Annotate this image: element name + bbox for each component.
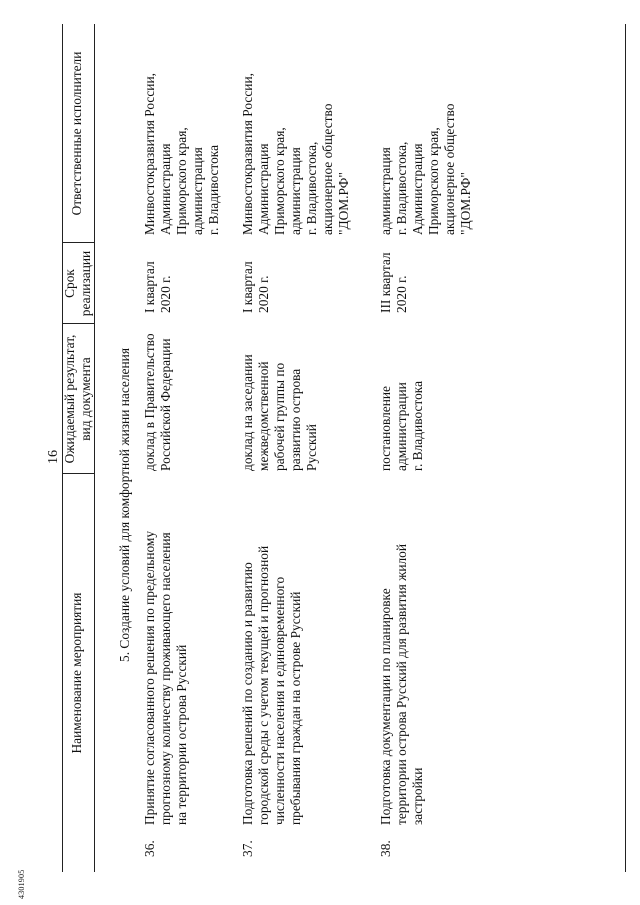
row-number: 36. <box>142 840 157 857</box>
document-code: 4301905 <box>17 869 26 899</box>
row-deadline: I квартал 2020 г. <box>142 261 173 313</box>
row-name: Подготовка решений по созданию и развитию городской среды с учетом текущей и прогнозной численности населения и единовременного пребывания граждан на острове Русский <box>240 545 303 825</box>
row-deadline: III квартал 2020 г. <box>378 252 409 313</box>
row-result: доклад на заседании межведомственной рабочей группы по развитию острова Русский <box>240 354 319 471</box>
row-name: Принятие согласованного решения по предельному прогнозному количеству проживающего населения на территории острова Русский <box>142 530 189 825</box>
section-title: 5. Создание условий для комфортной жизни населения <box>117 348 132 662</box>
row-name: Подготовка документации по планировке территории острова Русский для развития жилой застройки <box>378 543 425 825</box>
row-executors: Минвостокразвития России, Администрация Приморского края, администрация г. Владивостока, акционерное общество "ДОМ.РФ" <box>240 73 351 235</box>
row-executors: Минвостокразвития России, Администрация Приморского края, администрация г. Владивостока <box>142 73 221 235</box>
table-bottom-rule <box>625 24 626 872</box>
row-number: 38. <box>378 840 393 857</box>
row-result: постановление администрации г. Владивостока <box>378 380 425 471</box>
header-result: Ожидаемый результат, вид документа <box>62 334 93 464</box>
row-result: доклад в Правительство Российской Федерации <box>142 333 173 471</box>
row-executors: администрация г. Владивостока, Администрация Приморского края, акционерное общество "ДОМ.РФ" <box>378 103 473 235</box>
header-name: Наименование мероприятия <box>69 592 84 754</box>
table-header-rule <box>94 24 95 872</box>
header-deadline: Срок реализации <box>62 250 93 317</box>
header-executors: Ответственные исполнители <box>69 51 84 216</box>
row-number: 37. <box>240 840 255 857</box>
row-deadline: I квартал 2020 г. <box>240 261 271 313</box>
page-number: 16 <box>46 450 61 464</box>
